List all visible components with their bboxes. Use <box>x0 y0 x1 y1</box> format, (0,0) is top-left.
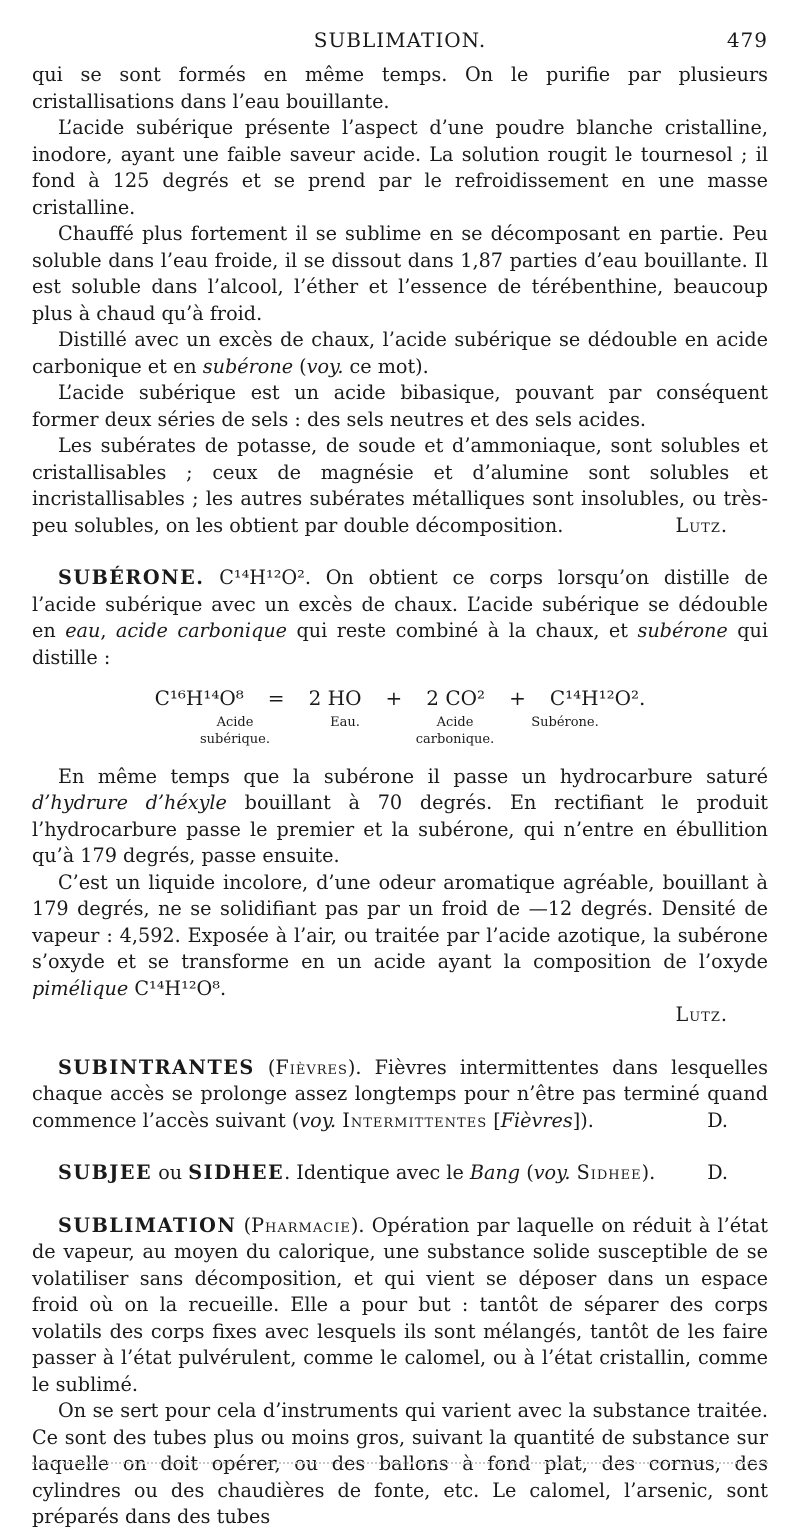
text-run: ). Opération par laquelle on réduit à l’état de vapeur, au moyen du calorique, une substance solide susceptible de se volatiliser sans décomposition, et qui vient se déposer dans un espace froid où on la recueille. Elle a pour but : tantôt de séparer des corps volatils des corps fixes avec lesquels ils sont mélangés, tantôt de les faire passer à l’état pulvérulent, comme le calomel, ou à l’état cristallin, comme le sublimé. <box>32 1213 768 1396</box>
page-number: 479 <box>726 28 768 52</box>
entry-headword: SUBÉRONE. <box>58 566 205 589</box>
author-signature: D. <box>707 1161 728 1184</box>
paragraph <box>32 870 768 1003</box>
entry-sublimation <box>32 1213 768 1399</box>
paragraph <box>32 433 768 539</box>
text-run: qui distille : <box>32 619 768 669</box>
author-signature: Lutz. <box>675 513 728 537</box>
text-run: On obtient ce corps lorsqu’on distille de l’acide subérique avec un excès de chaux. L’acide subérique se dédouble en <box>32 566 768 642</box>
text-run: Les subérates de potasse, de soude et d’ammoniaque, sont solubles et cristallisables ; ceux de magnésie et d’alumine sont solubles et incristallisables ; les autres subérates métalliques sont insolubles, ou très-peu solubles, on les obtient par double décomposition. <box>32 434 768 537</box>
chemical-equation <box>32 685 768 712</box>
plus-sign: + <box>385 686 403 710</box>
paragraph: L’acide subérique présente l’aspect d’une poudre blanche cristalline, inodore, ayant une faible saveur acide. La solution rougit le tournesol ; il fond à 125 degrés et se prend par le refroidissement en une masse cristalline. <box>32 116 768 219</box>
italic-voy: voy. <box>306 354 344 378</box>
category-label: Fièvres <box>275 1055 348 1079</box>
text-run: bouillant à 70 degrés. En rectifiant le produit l’hydrocarbure passe le premier et la subérone, qui n’entre en ébullition qu’à 179 degrés, passe ensuite. <box>32 791 769 867</box>
text-run: ( <box>293 354 307 378</box>
category-label: Pharmacie <box>251 1213 351 1237</box>
running-header <box>32 28 768 56</box>
equals-sign: = <box>267 686 285 710</box>
entry-subjee <box>32 1160 768 1187</box>
equation-term: C¹⁶H¹⁴O⁸ <box>154 686 244 710</box>
text-run: qui reste combiné à la chaux, et <box>287 619 638 642</box>
paragraph <box>32 764 768 870</box>
text-run: ( <box>520 1161 534 1184</box>
formula-inline: C¹⁴H¹²O². <box>219 566 311 589</box>
text-run: En même temps que la subérone il passe un hydrocarbure saturé <box>58 764 768 788</box>
text-run: ce mot). <box>343 354 429 378</box>
italic-term: pimélique <box>32 976 129 1000</box>
text-run: . Identique avec le <box>284 1161 470 1184</box>
equation-label: Acide subérique. <box>200 714 270 747</box>
text-run: ]). <box>572 1108 594 1132</box>
equation-term: C¹⁴H¹²O². <box>549 686 646 710</box>
equation-term: 2 CO² <box>426 686 486 710</box>
text-run: C¹⁴H¹²O⁸. <box>128 976 227 1000</box>
paragraph: Chauffé plus fortement il se sublime en se décomposant en partie. Peu soluble dans l’eau froide, il se dissout dans 1,87 parties d’eau bouillante. Il est soluble dans l’alcool, l’éther et l’essence de térébenthine, beaucoup plus à chaud qu’à froid. <box>32 222 768 325</box>
italic-term: Bang <box>469 1161 521 1184</box>
paragraph <box>32 327 768 380</box>
text-run: ). <box>641 1161 656 1184</box>
entry-headword: SUBLIMATION <box>58 1213 237 1237</box>
italic-term: subérone <box>637 619 728 642</box>
text-run: , <box>100 619 116 642</box>
equation-label: Acide carbonique. <box>415 714 495 747</box>
entry-headword: SUBJEE <box>58 1161 153 1184</box>
paragraph: On se sert pour cela d’instruments qui varient avec la substance traitée. Ce sont des tubes plus ou moins gros, suivant la quantité de substance sur laquelle on doit opérer, ou des ballons à fond plat, des cornus, des cylindres ou des chaudières de fonte, etc. Le calomel, l’arsenic, sont préparés dans des tubes <box>32 1399 768 1528</box>
italic-voy: voy. <box>299 1108 337 1132</box>
text-run: ( <box>254 1055 276 1079</box>
text-run: ou <box>152 1161 189 1184</box>
equation-term: 2 HO <box>308 686 362 710</box>
cross-reference: Intermittentes <box>342 1108 488 1132</box>
text-run: ). Fièvres intermittentes dans lesquelles chaque accès se prolonge assez longtemps pour n’être pas terminé quand commence l’accès suivant ( <box>32 1055 768 1132</box>
plus-sign: + <box>509 686 526 710</box>
page-body <box>32 62 768 1531</box>
equation-label: Eau. <box>330 714 360 730</box>
entry-headword: SUBINTRANTES <box>58 1055 255 1079</box>
cross-reference: Sidhee <box>576 1161 642 1184</box>
italic-term: acide carbonique <box>115 619 288 642</box>
author-signature: Lutz. <box>675 1003 728 1026</box>
text-run: [ <box>487 1108 501 1132</box>
footer-rule <box>32 1462 768 1464</box>
entry-headword: SIDHEE <box>188 1161 285 1184</box>
entry-subintrantes <box>32 1055 768 1135</box>
italic-term: d’hydrure d’héxyle <box>32 791 227 814</box>
entry-suberone <box>32 565 768 671</box>
italic-term: Fièvres <box>500 1108 573 1132</box>
paragraph: L’acide subérique est un acide bibasique, pouvant par conséquent former deux séries de sels : des sels neutres et des sels acides. <box>32 381 768 431</box>
paragraph: qui se sont formés en même temps. On le purifie par plusieurs cristallisations dans l’eau bouillante. <box>32 63 768 113</box>
italic-voy: voy. <box>533 1161 571 1184</box>
text-run: ( <box>236 1213 252 1237</box>
italic-term: eau <box>65 619 101 642</box>
text-run: C’est un liquide incolore, d’une odeur aromatique agréable, bouillant à 179 degrés, ne se solidifiant pas par un froid de —12 degrés. Densité de vapeur : 4,592. Exposée à l’air, ou traitée par l’acide azotique, la subérone s’oxyde et se transforme en un acide ayant la composition de l’oxyde <box>32 870 768 973</box>
equation-label: Subérone. <box>531 714 599 730</box>
equation-labels <box>32 714 768 748</box>
text-run: Distillé avec un excès de chaux, l’acide subérique se dédouble en acide carbonique et en <box>32 328 768 378</box>
running-title: SUBLIMATION. <box>313 28 487 52</box>
italic-term: subérone <box>202 354 294 378</box>
author-signature: D. <box>707 1108 728 1132</box>
